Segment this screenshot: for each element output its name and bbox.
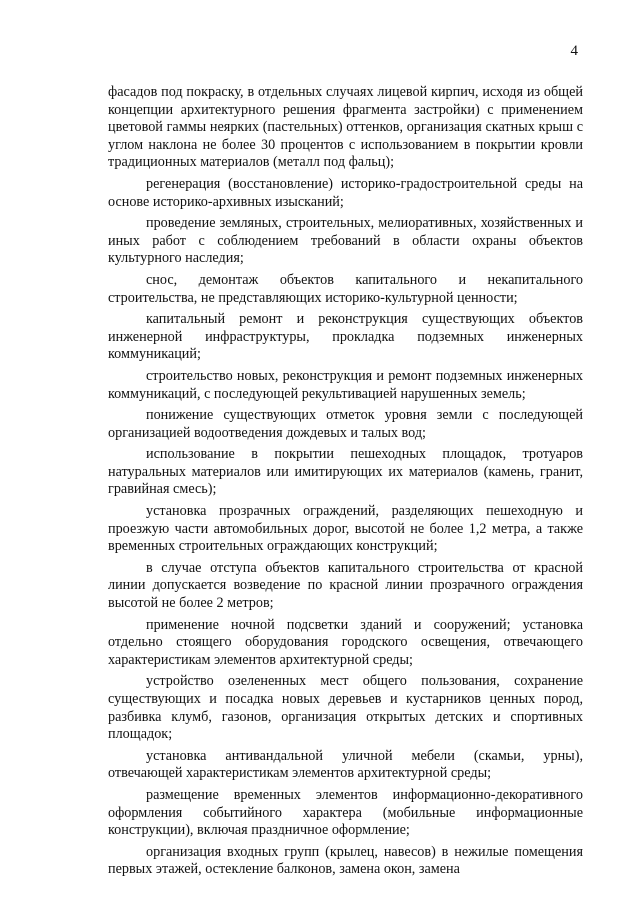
paragraph: строительство новых, реконструкция и ремонт подземных инженерных коммуникаций, с последующей рекультивацией нарушенных земель; [108,367,583,402]
document-body [108,84,583,883]
paragraph: применение ночной подсветки зданий и сооружений; установка отдельно стоящего оборудования городского освещения, отвечающего характеристикам элементов архитектурной среды; [108,616,583,668]
paragraph: фасадов под покраску, в отдельных случаях лицевой кирпич, исходя из общей концепции архитектурного решения фрагмента застройки) с применением цветовой гаммы неярких (пастельных) оттенков, организация скатных крыш с углом наклона не более 30 процентов с использованием в покрытии кровли традиционных материалов (металл под фальц); [108,84,583,171]
paragraph: регенерация (восстановление) историко-градостроительной среды на основе историко-архивных изысканий; [108,175,583,210]
paragraph: понижение существующих отметок уровня земли с последующей организацией водоотведения дождевых и талых вод; [108,407,583,441]
paragraph: снос, демонтаж объектов капитального и некапитального строительства, не представляющих историко-культурной ценности; [108,271,583,306]
paragraph: размещение временных элементов информационно-декоративного оформления событийного характера (мобильные информационные конструкции), включая праздничное оформление; [108,786,583,839]
page-number: 4 [570,43,578,59]
paragraph: использование в покрытии пешеходных площадок, тротуаров натуральных материалов или имитирующих их материалов (камень, гранит, гравийная смесь); [108,446,583,498]
paragraph: организация входных групп (крылец, навесов) в нежилые помещения первых этажей, остекление балконов, замена окон, замена [108,843,583,878]
paragraph: капитальный ремонт и реконструкция существующих объектов инженерной инфраструктуры, прокладка подземных инженерных коммуникаций; [108,311,583,363]
paragraph: установка антивандальной уличной мебели (скамьи, урны), отвечающей характеристикам элементов архитектурной среды; [108,747,583,782]
paragraph: устройство озелененных мест общего пользования, сохранение существующих и посадка новых деревьев и кустарников ценных пород, разбивка клумб, газонов, организация открытых детских и спортивных площадок; [108,673,583,743]
paragraph: проведение земляных, строительных, мелиоративных, хозяйственных и иных работ с соблюдением требований в области охраны объектов культурного наследия; [108,215,583,267]
paragraph: установка прозрачных ограждений, разделяющих пешеходную и проезжую части автомобильных дорог, высотой не более 1,2 метра, а также временных строительных ограждающих конструкций; [108,503,583,555]
paragraph: в случае отступа объектов капитального строительства от красной линии допускается возведение по красной линии прозрачного ограждения высотой не более 2 метров; [108,559,583,612]
